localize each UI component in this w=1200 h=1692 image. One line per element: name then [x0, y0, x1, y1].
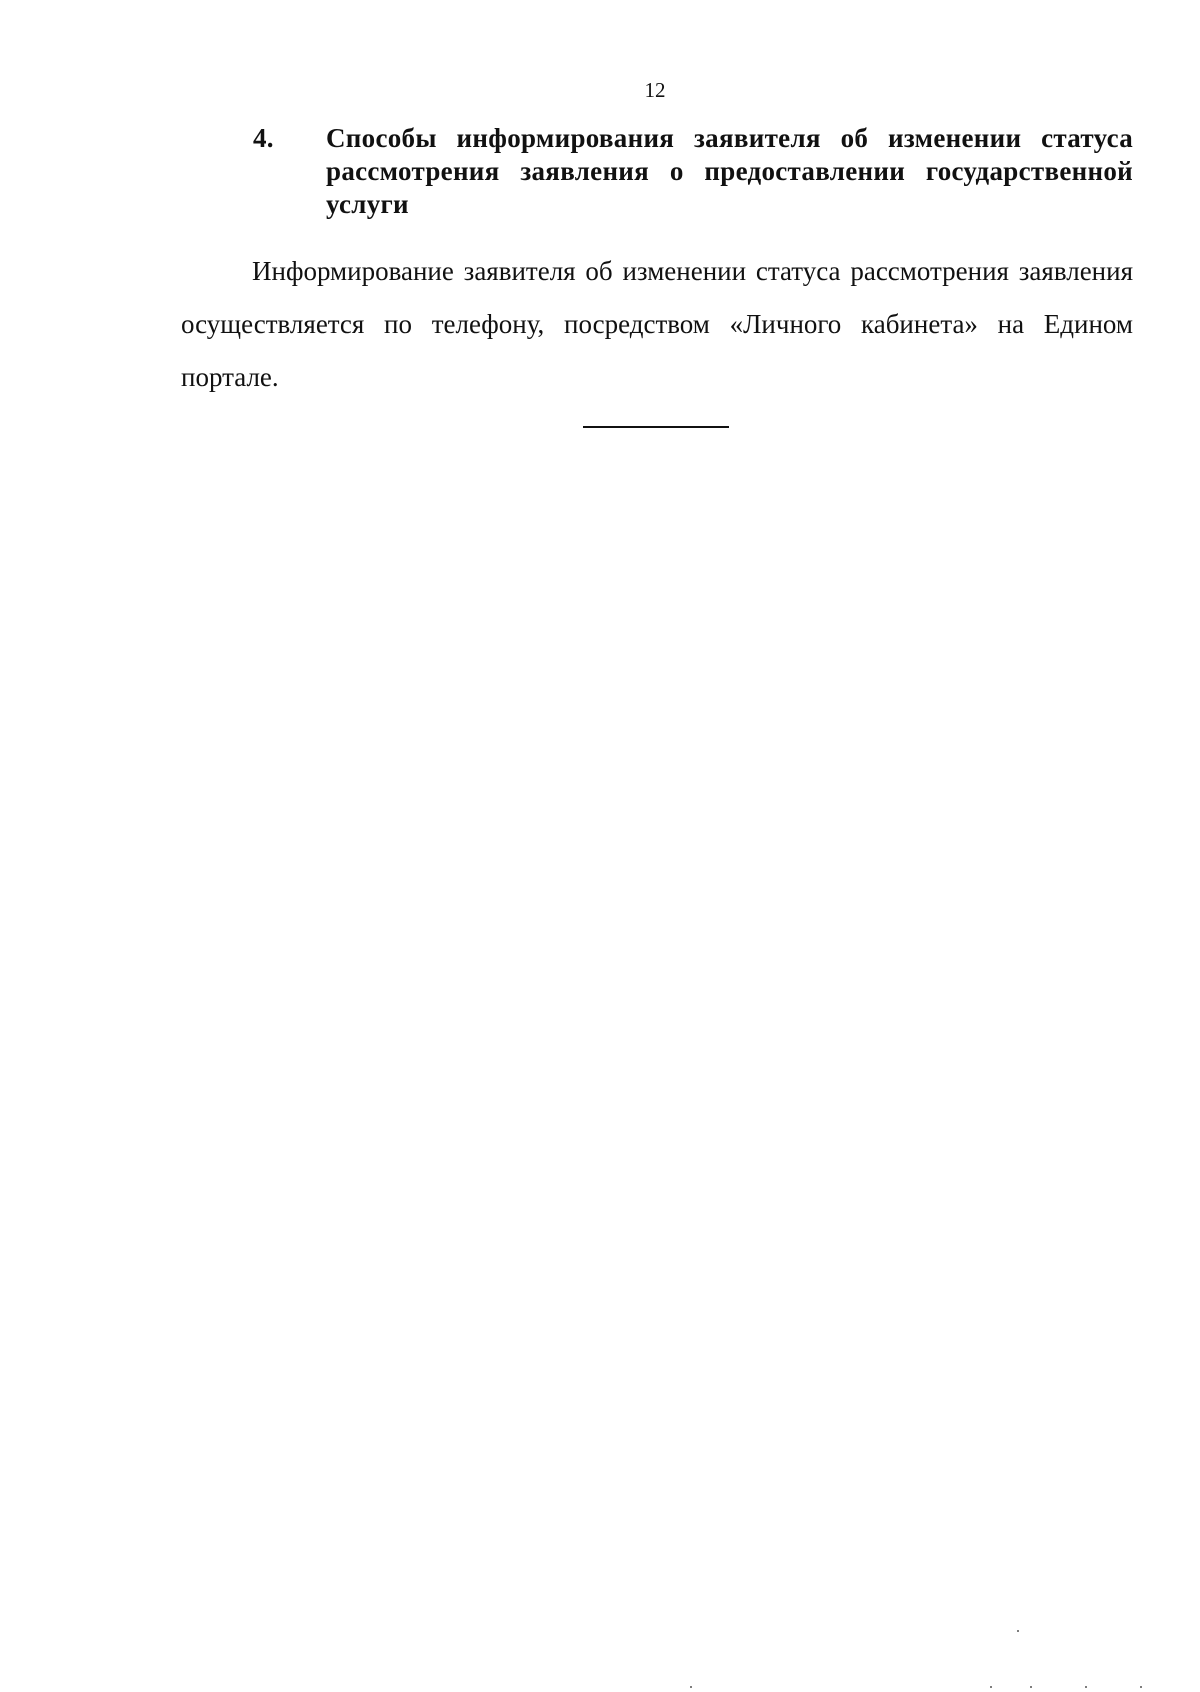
- scan-speck: [690, 1686, 692, 1688]
- section-heading: [253, 122, 1133, 221]
- scan-speck: [1017, 1630, 1019, 1632]
- body-paragraph: Информирование заявителя об изменении статуса рассмотрения заявления осуществляется по телефону, посредством «Личного кабинета» на Едином портале.: [181, 256, 1133, 392]
- page-number: 12: [644, 78, 666, 102]
- scan-speck: [990, 1686, 992, 1688]
- section-title: Способы информирования заявителя об изменении статуса рассмотрения заявления о предоставлении государственной услуги: [326, 123, 1133, 219]
- end-of-section-rule: [583, 426, 729, 428]
- scan-speck: [1140, 1686, 1142, 1688]
- scan-speck: [1085, 1686, 1087, 1688]
- scan-speck: [1030, 1686, 1032, 1688]
- section-number: 4.: [253, 123, 274, 153]
